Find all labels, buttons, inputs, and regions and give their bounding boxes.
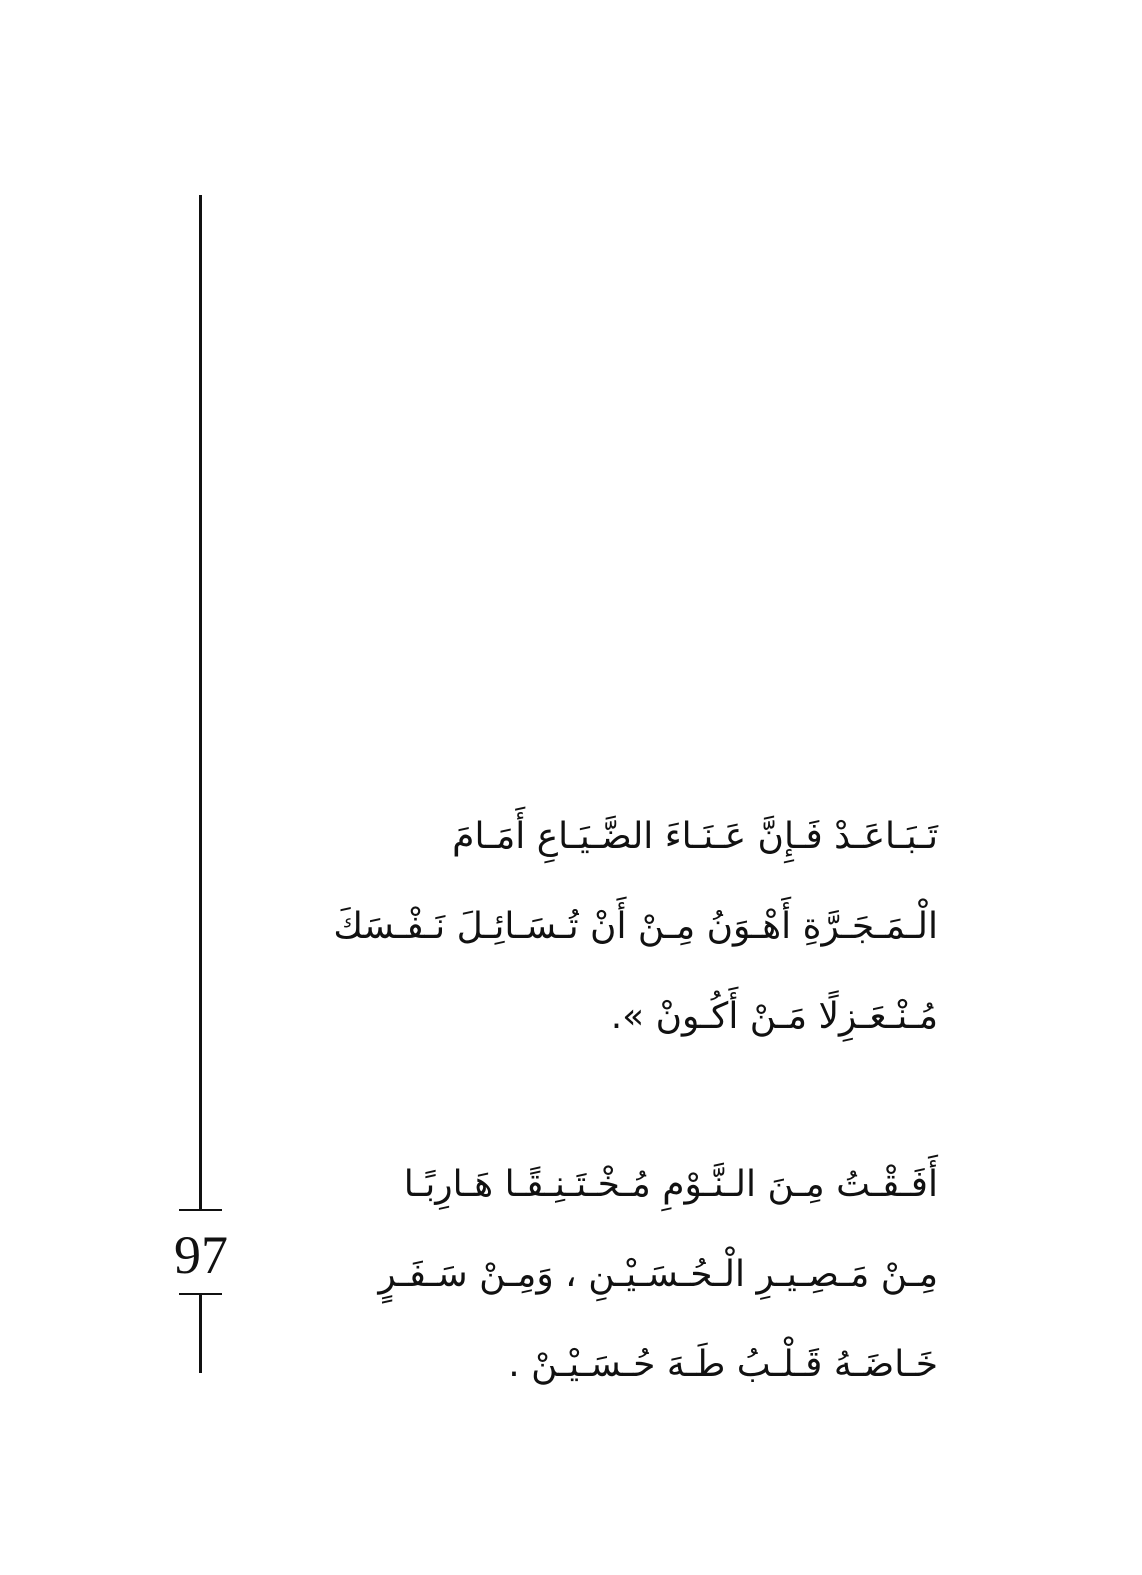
page-number-tick-top <box>179 1209 222 1211</box>
paragraph-line: خَـاضَـهُ قَـلْـبُ طَـهَ حُـسَـيْـنْ . <box>508 1344 938 1385</box>
paragraph-line: تَـبَـاعَـدْ فَـإِنَّ عَـنَـاءَ الضَّـيَـاعِ أَمَـامَ <box>452 816 938 857</box>
paragraph-line: الْـمَـجَـرَّةِ أَهْـوَنُ مِـنْ أَنْ تُـسَـائِـلَ نَـفْـسَكَ <box>333 906 938 947</box>
paragraph-2 <box>290 1140 938 1410</box>
paragraph-line: مُـنْـعَـزِلًا مَـنْ أَكُـونْ ». <box>610 996 938 1037</box>
paragraph-1 <box>290 792 938 1062</box>
margin-rule-lower <box>199 1293 202 1373</box>
margin-rule-upper <box>199 195 202 1211</box>
page-number: 97 <box>174 1225 228 1285</box>
paragraph-line: أَفَـقْـتُ مِـنَ الـنَّـوْمِ مُـخْـتَـنِـقًـا هَـارِبًـا <box>403 1164 938 1205</box>
paragraph-line: مِـنْ مَـصِـيـرِ الْـحُـسَـيْـنِ ، وَمِـنْ سَـفَـرٍ <box>378 1254 938 1295</box>
